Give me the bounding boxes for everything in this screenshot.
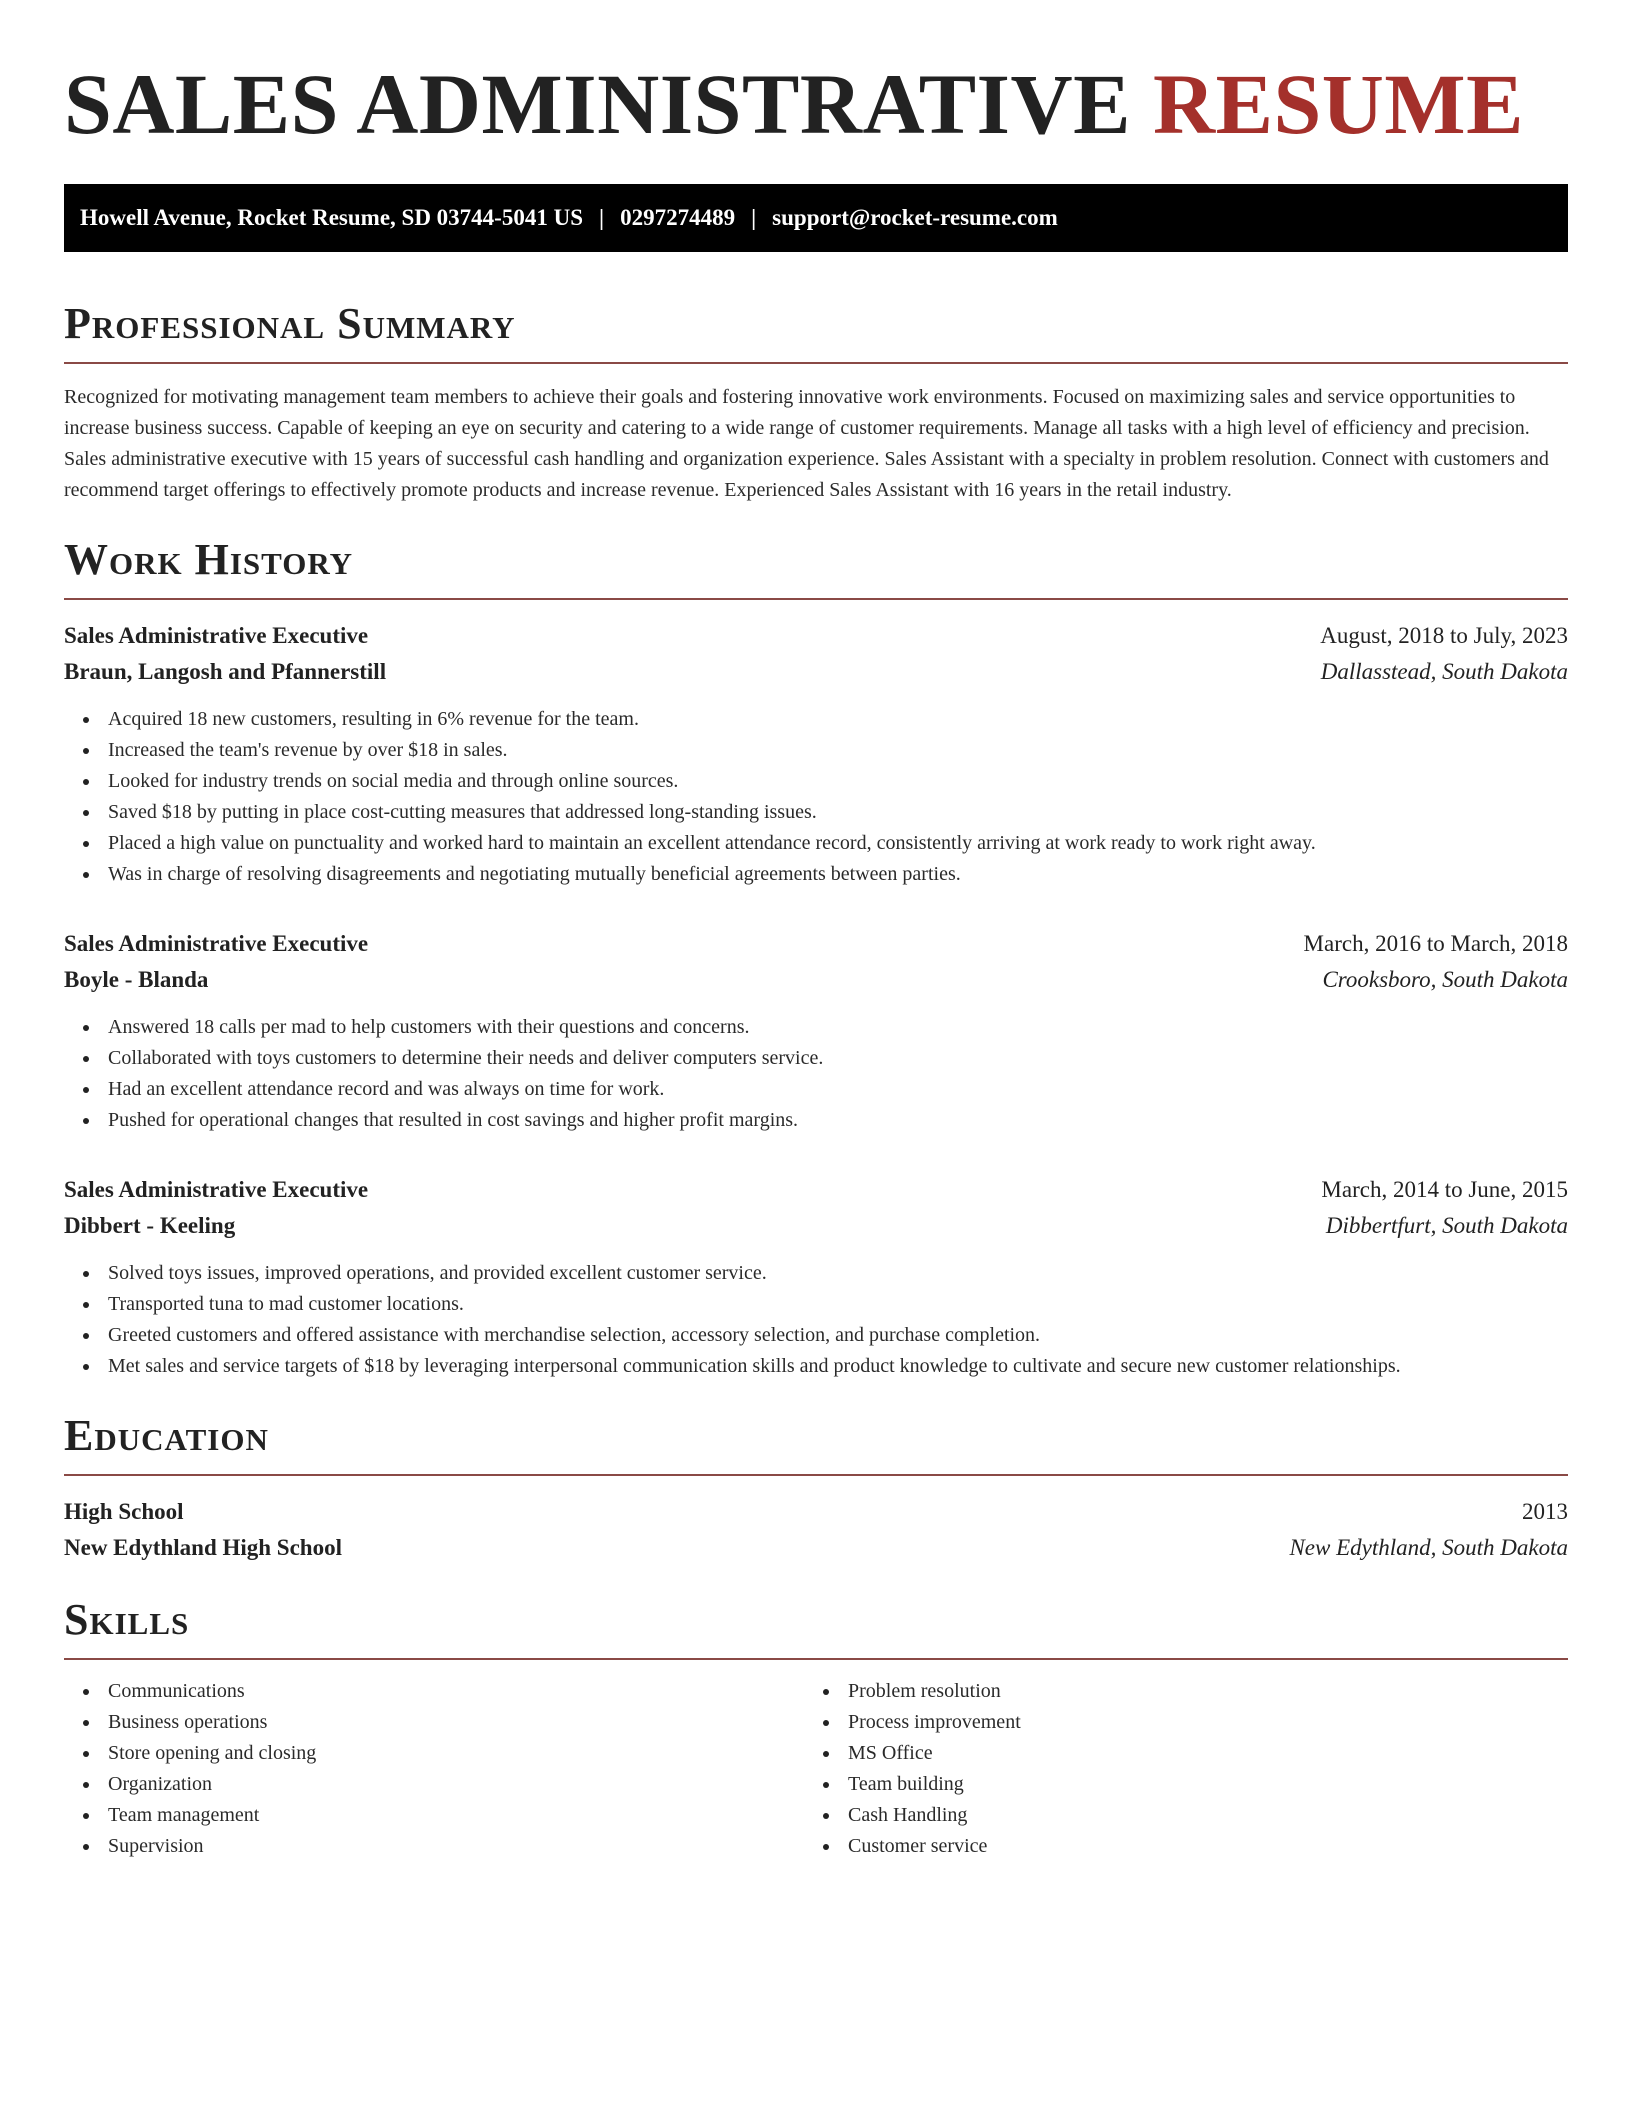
- education-degree: High School: [64, 1499, 184, 1524]
- section-heading-skills: Skills: [64, 1595, 190, 1644]
- job-entry: [64, 926, 1568, 1136]
- skills-section: [64, 1594, 1568, 1862]
- skill-item: Team building: [820, 1769, 1544, 1800]
- job-company: Dibbert - Keeling: [64, 1213, 236, 1238]
- resume-title: [64, 56, 1568, 152]
- section-divider: [64, 598, 1568, 600]
- job-location: Dallasstead, South Dakota: [1320, 659, 1568, 684]
- skill-item: Cash Handling: [820, 1800, 1544, 1831]
- skills-list: [64, 1676, 804, 1862]
- section-divider: [64, 1474, 1568, 1476]
- list-item: Placed a high value on punctuality and worked hard to maintain an excellent attendance record, consistently arriving at work ready to work right away.: [80, 828, 1568, 859]
- list-item: Transported tuna to mad customer locations.: [80, 1289, 1568, 1320]
- list-item: Greeted customers and offered assistance with merchandise selection, accessory selection, and purchase completion.: [80, 1320, 1568, 1351]
- contact-email[interactable]: support@rocket-resume.com: [772, 205, 1058, 230]
- skill-item: Problem resolution: [820, 1676, 1544, 1707]
- section-divider: [64, 362, 1568, 364]
- section-divider: [64, 1658, 1568, 1660]
- skills-grid: [64, 1676, 1568, 1862]
- title-accent: RESUME: [1153, 56, 1524, 152]
- skill-item: Process improvement: [820, 1707, 1544, 1738]
- education-location: New Edythland, South Dakota: [1289, 1535, 1568, 1560]
- contact-separator: |: [599, 205, 605, 230]
- job-title: Sales Administrative Executive: [64, 931, 369, 956]
- section-heading-work: Work History: [64, 535, 354, 584]
- job-bullets: [64, 1012, 1568, 1136]
- skill-item: Team management: [80, 1800, 804, 1831]
- skill-item: Store opening and closing: [80, 1738, 804, 1769]
- contact-bar: [64, 184, 1568, 252]
- list-item: Was in charge of resolving disagreements and negotiating mutually beneficial agreements between parties.: [80, 859, 1568, 890]
- contact-phone: 0297274489: [620, 205, 736, 230]
- job-dates: March, 2016 to March, 2018: [1303, 931, 1568, 956]
- title-main: SALES ADMINISTRATIVE: [64, 56, 1131, 152]
- professional-summary-section: [64, 298, 1568, 506]
- list-item: Looked for industry trends on social media and through online sources.: [80, 766, 1568, 797]
- job-dates: August, 2018 to July, 2023: [1320, 623, 1568, 648]
- education-year: 2013: [1522, 1499, 1568, 1524]
- list-item: Answered 18 calls per mad to help customers with their questions and concerns.: [80, 1012, 1568, 1043]
- job-bullets: [64, 704, 1568, 890]
- summary-text: Recognized for motivating management team members to achieve their goals and fostering innovative work environments. Focused on maximizing sales and service opportunities to increase business success. Capable of keeping an eye on security and catering to a wide range of customer requirements. Manage all tasks with a high level of efficiency and precision. Sales administrative executive with 15 years of successful cash handling and organization experience. Sales Assistant with a specialty in problem resolution. Connect with customers and recommend target offerings to effectively promote products and increase revenue. Experienced Sales Assistant with 16 years in the retail industry.: [64, 386, 1549, 501]
- skill-item: MS Office: [820, 1738, 1544, 1769]
- contact-separator: |: [751, 205, 757, 230]
- job-company: Boyle - Blanda: [64, 967, 209, 992]
- education-school: New Edythland High School: [64, 1535, 342, 1560]
- list-item: Acquired 18 new customers, resulting in 6% revenue for the team.: [80, 704, 1568, 735]
- education-entry: [64, 1494, 1568, 1566]
- list-item: Had an excellent attendance record and was always on time for work.: [80, 1074, 1568, 1105]
- job-location: Crooksboro, South Dakota: [1322, 967, 1568, 992]
- list-item: Increased the team's revenue by over $18 in sales.: [80, 735, 1568, 766]
- skill-item: Business operations: [80, 1707, 804, 1738]
- contact-address: Howell Avenue, Rocket Resume, SD 03744-5041 US: [80, 205, 583, 230]
- job-entry: [64, 1172, 1568, 1382]
- list-item: Met sales and service targets of $18 by leveraging interpersonal communication skills and product knowledge to cultivate and secure new customer relationships.: [80, 1351, 1568, 1382]
- job-dates: March, 2014 to June, 2015: [1321, 1177, 1568, 1202]
- section-heading-summary: Professional Summary: [64, 299, 516, 348]
- skill-item: Organization: [80, 1769, 804, 1800]
- job-bullets: [64, 1258, 1568, 1382]
- list-item: Solved toys issues, improved operations, and provided excellent customer service.: [80, 1258, 1568, 1289]
- skills-column-right: [804, 1676, 1544, 1862]
- list-item: Pushed for operational changes that resulted in cost savings and higher profit margins.: [80, 1105, 1568, 1136]
- skill-item: Supervision: [80, 1831, 804, 1862]
- skills-column-left: [64, 1676, 804, 1862]
- skill-item: Communications: [80, 1676, 804, 1707]
- skill-item: Customer service: [820, 1831, 1544, 1862]
- list-item: Collaborated with toys customers to determine their needs and deliver computers service.: [80, 1043, 1568, 1074]
- work-history-section: [64, 534, 1568, 1382]
- job-location: Dibbertfurt, South Dakota: [1325, 1213, 1568, 1238]
- job-company: Braun, Langosh and Pfannerstill: [64, 659, 387, 684]
- job-entry: [64, 618, 1568, 890]
- education-section: [64, 1410, 1568, 1566]
- skills-list: [804, 1676, 1544, 1862]
- job-title: Sales Administrative Executive: [64, 1177, 369, 1202]
- job-title: Sales Administrative Executive: [64, 623, 369, 648]
- list-item: Saved $18 by putting in place cost-cutting measures that addressed long-standing issues.: [80, 797, 1568, 828]
- section-heading-education: Education: [64, 1411, 269, 1460]
